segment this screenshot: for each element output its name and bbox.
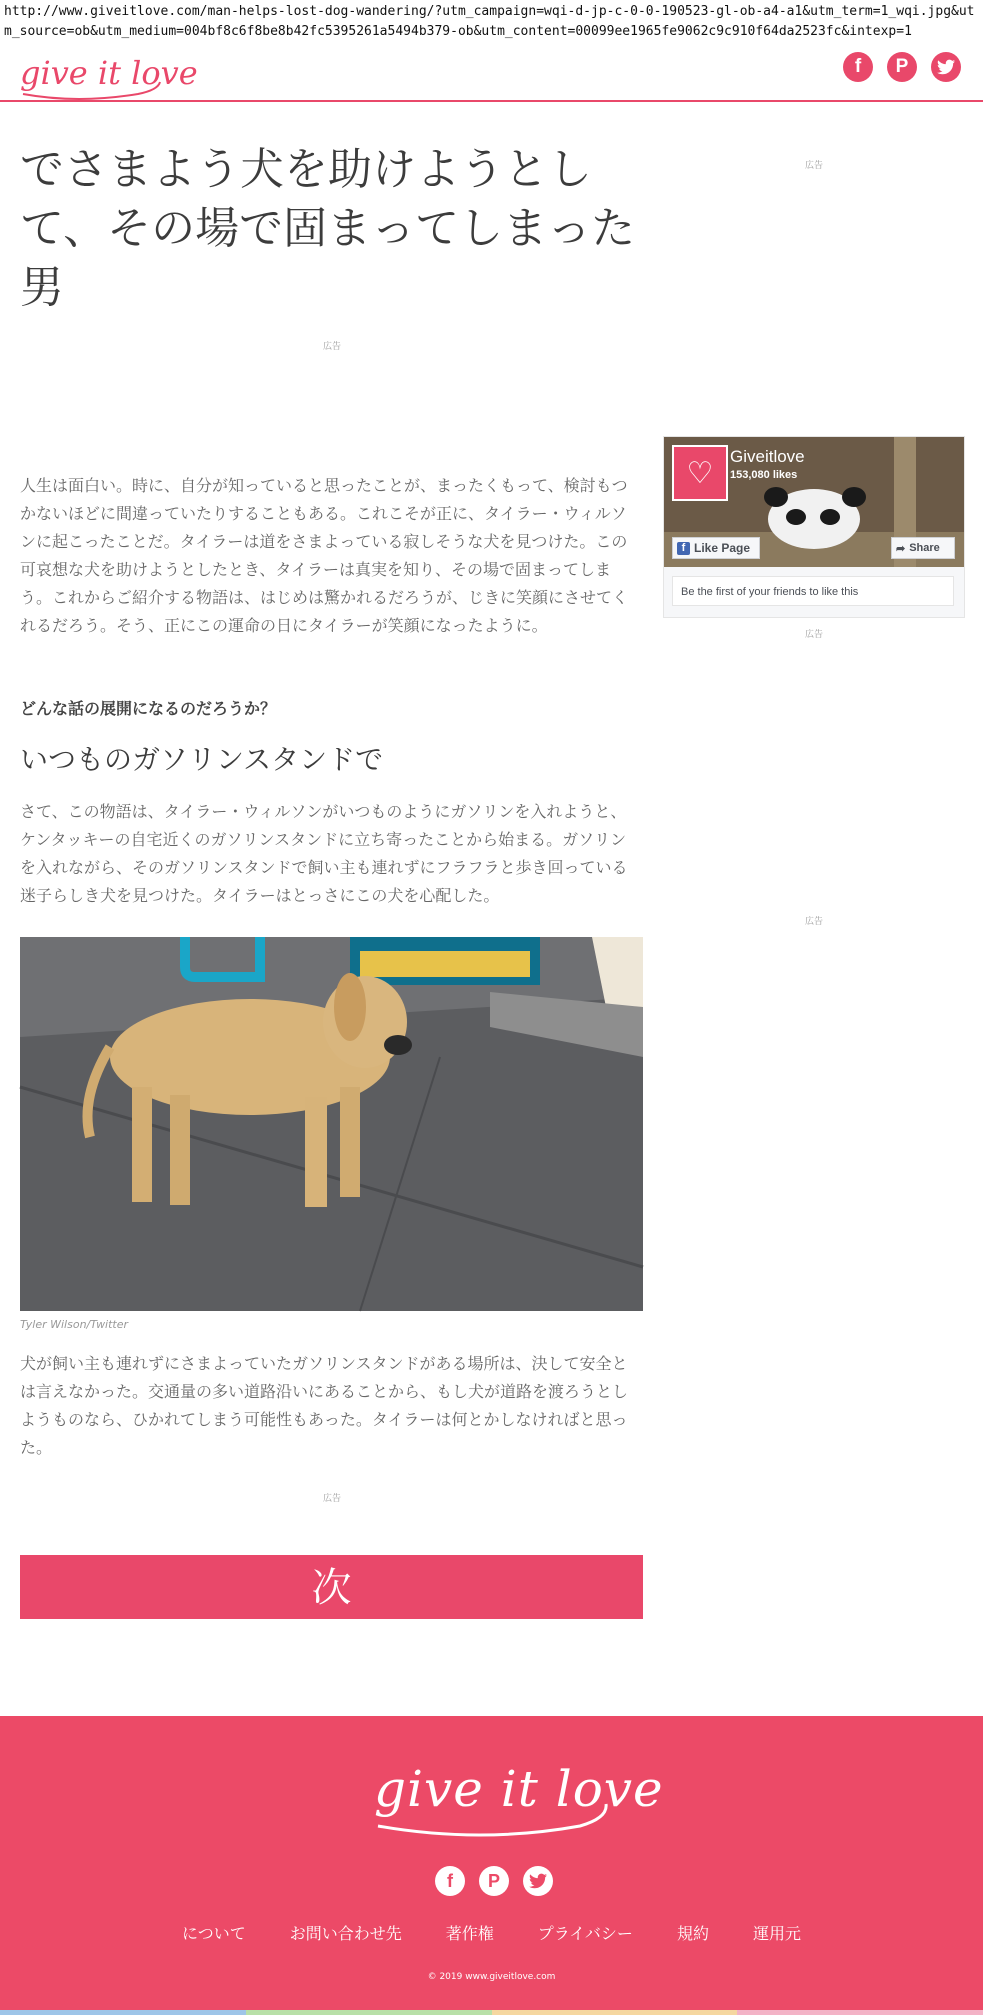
footer-social-links [435, 1866, 553, 1896]
article-title: でさまよう犬を助けようとして、その場で固まってしまった男 [20, 144, 636, 313]
fb-friends-text: Be the first of your friends to like this [672, 576, 954, 606]
address-bar[interactable]: http://www.giveitlove.com/man-helps-lost-dog-wandering/?utm_campaign=wqi-d-jp-c-0-0-190523-gl-ob-a4-a1&utm_term=1_wqi.jpg&utm_source=ob&utm_medium=004bf8c6f8be8b42fc5395261a5494b379-ob&utm_content=00099ee1965fe9062c9c910f64da2523fc&intexp=1 [4, 4, 975, 39]
article-intro: 人生は面白い。時に、自分が知っていると思ったことが、まったくもって、検討もつかないほどに間違っていたりすることもある。これこそが正に、タイラー・ウィルソンに起こったことだ。タイラーは道をさまよっている寂しそうな犬を見つけた。この可哀想な犬を助けようとしたとき、タイラーは真実を知り、その場で固まってしまう。これからご紹介する物語は、はじめは驚かれるだろうが、じきに笑顔にさせてくれるだろう。そう、正にこの運命の日にタイラーが笑顔になったように。 [20, 476, 629, 635]
facebook-page-widget [663, 436, 965, 618]
bottom-ad-label: 広告 [323, 1494, 342, 1504]
footer-link-copyright[interactable]: 著作権 [445, 1924, 494, 1943]
logo-lettering: give it love [20, 54, 198, 92]
site-logo[interactable] [18, 54, 198, 114]
footer-logo-lettering: give it love [374, 1760, 664, 1818]
twitter-icon[interactable] [523, 1866, 553, 1896]
section-paragraph: さて、この物語は、タイラー・ウィルソンがいつものようにガソリンを入れようと、ケンタッキーの自宅近くのガソリンスタンドに立ち寄ったことから始まる。ガソリンを入れながら、そのガソリンスタンドで飼い主も連れずにフラフラと歩き回っている迷子らしき犬を見つけた。タイラーはとっさにこの犬を心配した。 [20, 802, 628, 905]
footer-logo[interactable] [370, 1756, 664, 1879]
article-ad-label: 広告 [323, 342, 342, 352]
sidebar-ad-label-top: 広告 [805, 161, 824, 171]
pinterest-icon[interactable]: P [887, 52, 917, 82]
footer-link-privacy[interactable]: プライバシー [537, 1924, 633, 1943]
next-page-button[interactable]: 次 [20, 1555, 643, 1619]
share-arrow-icon: ➦ [896, 542, 906, 555]
facebook-icon[interactable]: f [435, 1866, 465, 1896]
give-it-love-logo [18, 54, 198, 110]
fb-page-avatar[interactable]: ♡ [672, 445, 728, 501]
fb-page-name[interactable]: Giveitlove [730, 447, 805, 466]
twitter-icon[interactable] [931, 52, 961, 82]
twitter-bird-icon [937, 59, 955, 75]
fb-share-label: Share [909, 542, 940, 554]
pinterest-icon[interactable]: P [479, 1866, 509, 1896]
header-social-links [843, 52, 961, 82]
article-question: どんな話の展開になるのだろうか？ [20, 699, 277, 718]
footer-rainbow-stripe [0, 2010, 983, 2015]
sidebar-ad-label-mid: 広告 [805, 630, 824, 640]
facebook-icon: f [677, 542, 690, 555]
after-photo-paragraph: 犬が飼い主も連れずにさまよっていたガソリンスタンドがある場所は、決して安全とは言えなかった。交通量の多い道路沿いにあることから、もし犬が道路を渡ろうとしようものなら、ひかれてしまう可能性もあった。タイラーは何とかしなければと思った。 [20, 1354, 629, 1457]
facebook-icon[interactable]: f [843, 52, 873, 82]
footer-links [0, 1921, 983, 1944]
fb-like-label: Like Page [694, 541, 751, 555]
copyright-text: © 2019 www.giveitlove.com [427, 1972, 556, 1982]
site-footer [0, 1716, 983, 2015]
fb-like-page-button[interactable] [672, 537, 760, 559]
footer-link-terms[interactable]: 規約 [676, 1924, 709, 1943]
fb-page-likes: 153,080 likes [730, 469, 798, 481]
fb-share-button[interactable] [891, 537, 955, 559]
footer-link-contact[interactable]: お問い合わせ先 [289, 1924, 402, 1943]
site-header [0, 42, 983, 102]
photo-caption: Tyler Wilson/Twitter [20, 1318, 129, 1331]
fb-cover-photo [664, 437, 964, 567]
footer-link-about[interactable]: について [182, 1924, 246, 1943]
give-it-love-footer-logo [370, 1756, 664, 1866]
twitter-bird-icon [529, 1873, 547, 1889]
section-heading: いつものガソリンスタンドで [20, 743, 384, 776]
sidebar-ad-label-lower: 広告 [805, 917, 824, 927]
footer-link-operator[interactable]: 運用元 [752, 1924, 801, 1943]
dog-photo [20, 937, 643, 1311]
dog-at-gas-station-image [20, 937, 643, 1311]
